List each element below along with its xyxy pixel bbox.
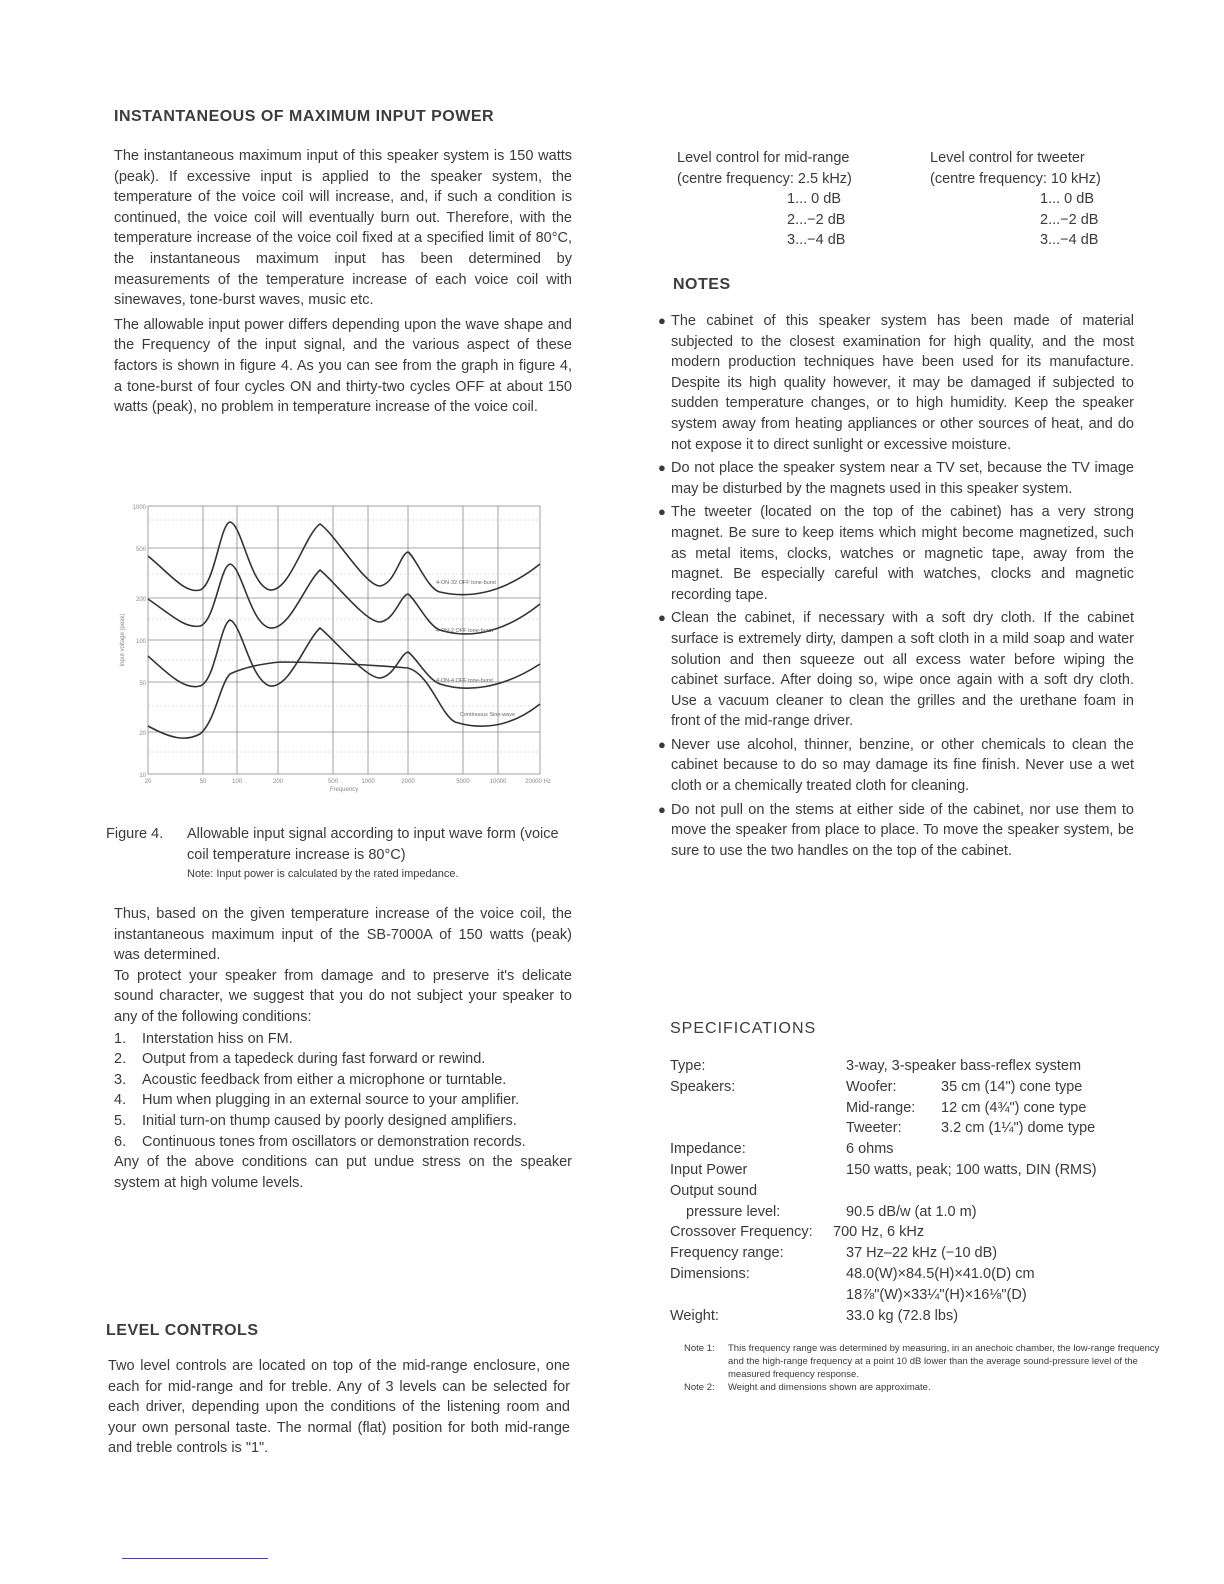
tweeter-level-2: 2...−2 dB (1040, 211, 1099, 228)
bullet-icon: ● (658, 801, 666, 817)
mid-title: Level control for mid-range (677, 150, 850, 166)
level-table-mid (677, 148, 907, 251)
level-controls-para: Two level controls are located on top of the mid-range enclosure, one each for mid-range and for treble. Any of 3 levels can be selected for each driver, depending upon the conditions of the listening room and your own personal taste. The normal (flat) position for both mid-range and treble controls is "1". (108, 1358, 570, 1457)
bullet-icon: ● (658, 460, 666, 476)
level-controls-heading: LEVEL CONTROLS (106, 1322, 259, 1339)
mid-level-1: 1... 0 dB (787, 191, 842, 208)
condition-item: 3. Acoustic feedback from either a microphone or turntable. (114, 1071, 507, 1088)
x-tick-8: 10000 (489, 779, 507, 785)
bullet-icon: ● (658, 313, 666, 328)
after-figure-para-3: Any of the above conditions can put undue stress on the speaker system at high volume levels. (114, 1154, 572, 1191)
specs-heading: SPECIFICATIONS (670, 1020, 817, 1037)
bullet-icon: ● (658, 610, 666, 626)
note-item: ● Clean the cabinet, if necessary with a soft dry cloth. If the cabinet surface is extremely dirty, dampen a soft cloth in a mild soap and water solution and then squeeze out all excess water before wiping the cabinet surface. After doing so, wipe once again with a soft dry cloth. Use a vacuum cleaner to clean the grilles and the urethane foam in front of the mid-range driver. (658, 610, 1134, 730)
condition-item: 6. Continuous tones from oscillators or demonstration records. (114, 1133, 526, 1150)
mid-level-3: 3...−4 dB (787, 232, 846, 249)
mid-freq: (centre frequency: 2.5 kHz) (677, 170, 852, 187)
x-tick-4: 500 (327, 779, 339, 785)
x-tick-3: 200 (272, 779, 284, 785)
x-tick-2: 100 (231, 779, 243, 785)
x-tick-7: 5000 (456, 779, 470, 785)
tweeter-title: Level control for tweeter (930, 150, 1085, 166)
after-figure-para-2: To protect your speaker from damage and to preserve it's delicate sound character, we suggest that you do not subject your speaker to any of the following conditions: (114, 967, 572, 1025)
footer-rule (122, 1558, 268, 1559)
x-tick-1: 50 (199, 779, 207, 785)
note-item: ● Never use alcohol, thinner, benzine, or other chemicals to clean the cabinet because to do so may damage its fine finish. Never use a wet cloth or a chemically treated cloth for cleaning. (658, 736, 1134, 795)
bullet-icon: ● (658, 736, 666, 752)
curve-continuous-sine (148, 662, 540, 738)
figure-caption (106, 824, 576, 883)
notes-list (658, 311, 1134, 864)
condition-item: 2. Output from a tapedeck during fast forward or rewind. (114, 1051, 486, 1068)
condition-item: 5. Initial turn-on thump caused by poorly designed amplifiers. (114, 1112, 517, 1129)
y-tick-4: 50 (139, 681, 146, 687)
bullet-icon: ● (658, 504, 666, 520)
curve-4on-2off (148, 564, 540, 634)
note-item: ● The cabinet of this speaker system has been made of material subjected to the closest examination for high quality, and the most modern production techniques have been used for its manufacture. Despite its high quality however, it may be damaged if subjected to sudden temperature changes, or to high humidity. Keep the speaker system away from heating appliances or other sources of heat, and do not expose it to direct sunlight or excessive moisture. (658, 313, 1134, 453)
figure-note: Note: Input power is calculated by the rated impedance. (187, 868, 459, 881)
condition-item: 1. Interstation hiss on FM. (114, 1030, 293, 1047)
y-tick-6: 10 (139, 773, 146, 779)
curve-label-2: 4-ON-2 OFF tone-burst (436, 628, 493, 634)
condition-item: 4. Hum when plugging in an external source to your amplifier. (114, 1092, 520, 1109)
after-figure-body (114, 904, 572, 1193)
y-axis-label: Input voltage (peak) (120, 613, 126, 667)
note-item: ● The tweeter (located on the top of the cabinet) has a very strong magnet. Be sure to keep items which might become magnetized, such as metal items, clocks, watches or magnetic tape, away from the magnet. Be especially careful with watches, clocks and magnetic recording tape. (658, 504, 1134, 603)
figure-4-graph (110, 494, 576, 794)
conditions-list (114, 1029, 572, 1153)
curve-label-4: Continuous Sine-wave (460, 712, 516, 718)
notes-heading: NOTES (673, 276, 731, 293)
y-tick-1: 500 (135, 547, 146, 553)
y-tick-3: 100 (135, 639, 146, 645)
curve-label-1: 4-ON-32 OFF tone-burst (436, 580, 496, 586)
instantaneous-para-2: The allowable input power differs depending upon the wave shape and the Frequency of the input signal, and the various aspect of these factors is shown in figure 4. As you can see from the graph in figure 4, a tone-burst of four cycles ON and thirty-two cycles OFF at about 150 watts (peak), no problem in temperature increase of the voice coil. (114, 316, 572, 416)
x-axis-label: Frequency (329, 787, 359, 793)
x-tick-5: 1000 (361, 779, 375, 785)
y-tick-5: 20 (139, 731, 146, 737)
level-table-tweeter (930, 148, 1140, 251)
tweeter-level-1: 1... 0 dB (1040, 191, 1095, 208)
y-tick-2: 200 (135, 597, 146, 603)
note-item: ● Do not place the speaker system near a TV set, because the TV image may be disturbed by the magnets used in this speaker system. (658, 460, 1134, 497)
x-tick-9: 20000 Hz (525, 779, 551, 785)
note-item: ● Do not pull on the stems at either side of the cabinet, nor use them to move the speaker from place to place. To move the speaker system, be sure to use the two handles on the top of the cabinet. (658, 801, 1134, 859)
mid-level-2: 2...−2 dB (787, 211, 846, 228)
curve-label-3: 4-ON-4 OFF tone-burst (436, 678, 493, 684)
figure-caption-prefix: Figure 4. (106, 826, 164, 842)
instantaneous-body (114, 146, 572, 418)
tweeter-level-3: 3...−4 dB (1040, 232, 1099, 249)
figure-caption-text: Allowable input signal according to input wave form (voice coil temperature increase is 80°C) (187, 826, 559, 863)
specs-notes: Note 1: This frequency range was determined by measuring, in an anechoic chamber, the low-range frequency and the high-range frequency at a point 10 dB lower than the average sound-pressure level of the measured frequency response. Note 2: Weight and dimensions shown are approximate. (684, 1343, 1160, 1393)
instantaneous-para-1: The instantaneous maximum input of this speaker system is 150 watts (peak). If excessive input is applied to the speaker system, the temperature of the voice coil will increase, and, if such a condition is continued, the voice coil will eventually burn out. Therefore, with the temperature increase of the voice coil fixed at a specified limit of 80°C, the instantaneous maximum input has been determined by measurements of the temperature increase of each voice coil with sinewaves, tone-burst waves, music etc. (114, 148, 572, 309)
after-figure-para-1: Thus, based on the given temperature increase of the voice coil, the instantaneous maximum input of the SB-7000A of 150 watts (peak) was determined. (114, 906, 572, 964)
y-tick-0: 1000 (132, 505, 146, 511)
instantaneous-heading: INSTANTANEOUS OF MAXIMUM INPUT POWER (114, 108, 495, 125)
x-tick-0: 20 (144, 779, 152, 785)
x-tick-6: 2000 (401, 779, 415, 785)
specs-table: Type: 3-way, 3-speaker bass-reflex system Speakers: Woofer: 35 cm (14") cone type Mid-range: 12 cm (4¾") cone type Tweeter: 3.2 cm (1¼") dome type Impedance: 6 ohms Input Power 150 watts, peak; 100 watts, DIN (RMS) Output sound pressure level: 90.5 dB/w (at 1.0 m) Crossover Frequency: 700 Hz, 6 kHz Frequency range: 37 Hz–22 kHz (−10 dB) Dimensions: 48.0(W)×84.5(H)×41.0(D) cm 18⅞"(W)×33¼"(H)×16⅛"(D) Weight: 33.0 kg (72.8 lbs) (670, 1058, 1097, 1324)
tweeter-freq: (centre frequency: 10 kHz) (930, 170, 1101, 187)
